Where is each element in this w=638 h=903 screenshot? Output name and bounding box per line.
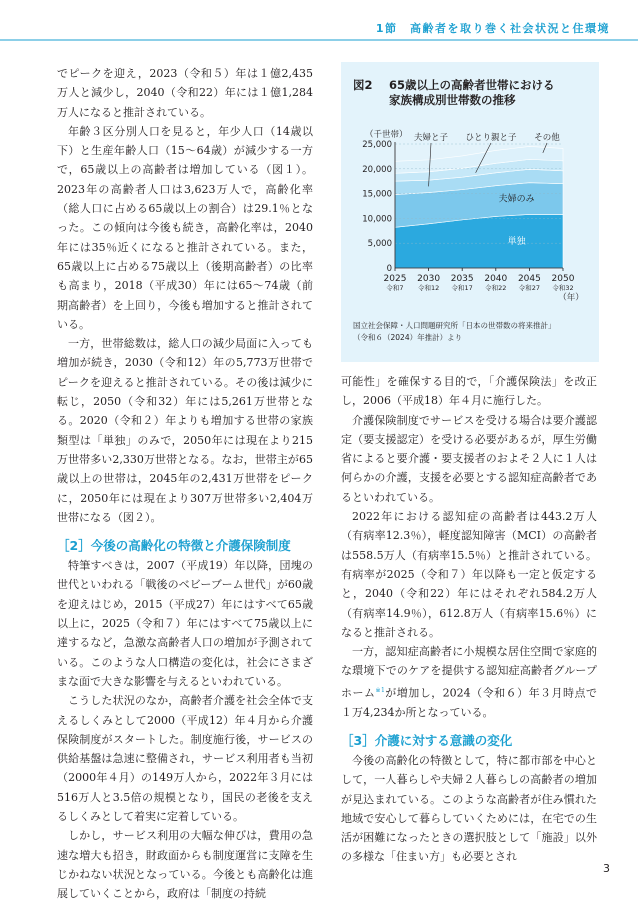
section-heading: ［2］今後の高齢化の特徴と介護保険制度 (57, 538, 291, 554)
x-tick-label: 2040 (484, 274, 508, 284)
left-column (57, 64, 313, 903)
series-label-4: その他 (534, 133, 560, 143)
figure-source (353, 320, 593, 344)
paragraph: しかし，サービス利用の大幅な伸びは，費用の急速な増大も招き，財政面からも制度運営に支障を生じかねない状況となっている。今後とも高齢化は進展していくことから，政府は「制度の持続 (57, 829, 313, 901)
x-tick-label: 2045 (517, 274, 541, 284)
y-tick-label: 0 (386, 264, 392, 274)
x-tick-label: 2030 (417, 274, 441, 284)
y-tick-label: 15,000 (362, 189, 392, 200)
paragraph: 今後の高齢化の特徴として，特に都市部を中心として，一人暮らしや夫婦２人暮らしの高齢者の増加が見込まれている。このような高齢者が住み慣れた地域で安心して暮らしていくためには，在宅での生活が困難になったときの選択肢として「施設」以外の多様な「住まい方」も必要とされ (341, 754, 597, 864)
x-tick-sublabel: 令和22 (485, 284, 507, 292)
right-column (341, 372, 597, 867)
x-tick-label: 2050 (551, 274, 575, 284)
paragraph: 一方，世帯総数は，総人口の減少局面に入っても増加が続き，2030（令和12）年の5,773万世帯でピークを迎えると推計されている。その後は減少に転じ，2050（令和32）年には5,261万世帯となる。2020（令和２）年よりも増加する世帯の家族類型は「単独」のみで，2050年には現在より215万世帯多い2,330万世帯となる。なお，世帯主が65歳以上の世帯は，2045年の2,431万世帯をピークに，2050年には現在より307万世帯多い2,404万世帯になる（図２）。 (57, 337, 313, 524)
paragraph: こうした状況のなか，高齢者介護を社会全体で支えるしくみとして2000（平成12）年４月から介護保険制度がスタートした。制度施行後，サービスの供給基盤は急速に整備され，サービス利用者も当初（2000年４月）の149万人から，2022年３月には516万人と3.5倍の規模となり，国民の老後を支えるしくみとして着実に定着している。 (57, 694, 313, 823)
y-tick-label: 20,000 (362, 164, 392, 175)
paragraph-text: 一方，認知症高齢者に小規模な居住空間で家庭的な環境下でのケアを提供する認知症高齢者グループホーム (341, 645, 597, 700)
paragraph: 2022年における認知症の高齢者は443.2万人（有病率12.3％），軽度認知障害（MCI）の高齢者は558.5万人（有病率15.5％）と推計されている。有病率が2025（令和７）年以降も一定と仮定すると，2040（令和22）年にはそれぞれ584.2万人（有病率14.9％），612.8万人（有病率15.6％）になると推計される。 (341, 510, 597, 639)
figure-source-line1: 国立社会保障・人口問題研究所「日本の世帯数の将来推計」 (353, 321, 556, 330)
x-tick-label: 2025 (383, 274, 407, 284)
footnote-marker: ※1 (375, 686, 385, 694)
y-tick-label: 25,000 (362, 140, 392, 150)
x-tick-sublabel: 令和12 (417, 284, 440, 292)
figure-title-line1: 65歳以上の高齢者世帯における (389, 78, 555, 92)
series-label-3: ひとり親と子 (465, 133, 517, 143)
y-tick-label: 10,000 (362, 214, 392, 225)
paragraph: 介護保険制度でサービスを受ける場合は要介護認定（要支援認定）を受ける必要があるが，厚生労働省によると要介護・要支援者のおよそ２人に１人は何らかの介護，支援を必要とする認知症高齢者であるといわれている。 (341, 413, 597, 504)
paragraph: 可能性」を確保する目的で，「介護保険法」を改正し，2006（平成18）年４月に施行した。 (341, 375, 597, 408)
section-header: 1節 高齢者を取り巻く社会状況と住環境 (375, 22, 610, 35)
figure-2 (341, 62, 599, 362)
figure-number: 図2 (353, 78, 373, 92)
paragraph (341, 642, 597, 722)
x-tick-sublabel: 令和17 (451, 284, 473, 292)
x-axis-label: （年） (558, 293, 584, 303)
paragraph-text: が増加し，2024（令和６）年３月時点で１万4,234か所となっている。 (341, 686, 597, 719)
series-label-1: 夫婦のみ (498, 194, 535, 205)
y-tick-label: 5,000 (367, 239, 392, 250)
x-tick-sublabel: 令和7 (386, 284, 404, 292)
section-heading: ［3］介護に対する意識の変化 (341, 733, 513, 748)
x-tick-label: 2035 (450, 274, 474, 284)
x-tick-sublabel: 令和32 (552, 284, 574, 292)
figure-source-line2: （令和６（2024）年推計）より (353, 333, 463, 342)
household-area-chart (341, 62, 599, 362)
paragraph: 年齢３区分別人口を見ると，年少人口（14歳以下）と生産年齢人口（15〜64歳）が減少する一方で，65歳以上の高齢者は増加している（図１）。2023年の高齢者人口は3,623万人で，高齢化率（総人口に占める65歳以上の割合）は29.1％となった。この傾向は今後も続き，高齢化率は，2040年には35％近くになると推計されている。また，65歳以上に占める75歳以上（後期高齢者）の比率も高まり，2018（平成30）年には65〜74歳（前期高齢者）を上回り，今後も増加すると推計されている。 (57, 124, 313, 331)
paragraph: でピークを迎え，2023（令和５）年は１億2,435万人と減少し，2040（令和22）年には１億1,284万人になると推計されている。 (57, 67, 313, 119)
series-label-0: 単独 (507, 237, 526, 248)
paragraph: 特筆すべきは，2007（平成19）年以降，団塊の世代といわれる「戦後のベビーブーム世代」が60歳を迎えはじめ，2015（平成27）年にはすべて65歳以上に，2025（令和７）年にはすべて75歳以上に達するなど，急激な高齢者人口の増加が予測されている。このような人口構造の変化は，社会にさまざまな面で大きな影響を与えるといわれている。 (57, 559, 313, 688)
page-number: 3 (603, 862, 610, 875)
y-axis-label: （千世帯） (365, 130, 408, 140)
figure-title-line2: 家族構成別世帯数の推移 (389, 93, 516, 107)
series-label-2: 夫婦と子 (413, 133, 449, 143)
x-tick-sublabel: 令和27 (518, 284, 541, 292)
